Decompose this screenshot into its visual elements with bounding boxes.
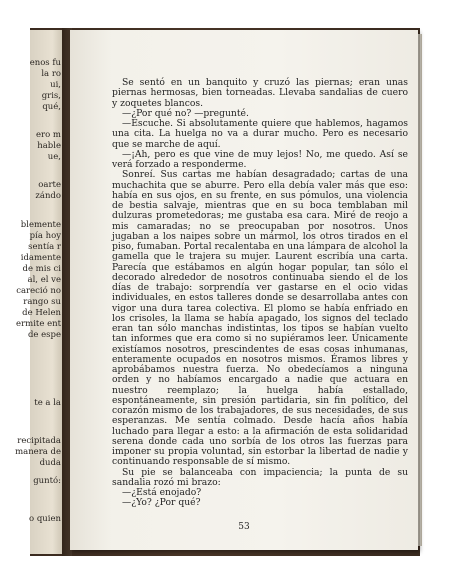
page-text xyxy=(112,78,408,509)
table-background xyxy=(15,28,420,556)
left-fragment: de mis ci xyxy=(22,264,61,274)
dialog-line: —¿Está enojado? xyxy=(122,487,202,498)
left-fragment: rango su xyxy=(23,297,61,307)
left-fragment: manera de xyxy=(15,447,61,457)
left-fragment: sentía r xyxy=(28,242,61,252)
paragraph: Se sentó en un banquito y cruzó las piernas; eran unas piernas hermosas, bien torneadas. Llevaba sandalias de cuero y zoquetes blancos. xyxy=(112,77,408,109)
left-fragment: zándo xyxy=(35,191,61,201)
paragraph: Su pie se balanceaba con impaciencia; la punta de su sandalia rozó mi brazo: xyxy=(112,466,408,488)
left-fragment: hable xyxy=(37,141,61,151)
left-fragment: ui, xyxy=(50,80,61,90)
left-fragment: ero m xyxy=(36,130,61,140)
left-fragment: o quien xyxy=(29,514,61,524)
left-page-edge xyxy=(15,30,62,554)
left-fragment: te a la xyxy=(34,398,61,408)
dialog-line: —Escuche. Si absolutamente quiere que hablemos, hagamos una cita. La huelga no va a durar mucho. Pero es necesario que se marche de aquí. xyxy=(112,118,408,150)
left-fragment: al, el ve xyxy=(27,275,61,285)
left-fragment: idamente xyxy=(20,253,61,263)
left-fragment: blemente xyxy=(20,220,61,230)
left-fragment: careció no xyxy=(16,286,61,296)
left-fragment: ermite ent xyxy=(16,319,61,329)
left-fragment: duda xyxy=(39,458,61,468)
left-fragment: la ro xyxy=(41,69,61,79)
left-fragment: recipitada xyxy=(17,436,61,446)
left-fragment: pía hoy xyxy=(29,231,61,241)
book-page xyxy=(70,30,418,550)
left-fragment: qué, xyxy=(42,102,61,112)
dialog-line: —¡Ah, pero es que vine de muy lejos! No, me quedo. Así se verá forzado a responderme. xyxy=(112,148,408,170)
left-fragment: de Helen xyxy=(22,308,61,318)
left-fragment: gris, xyxy=(41,91,61,101)
left-fragment: enos fu xyxy=(29,58,61,68)
dialog-line: —¿Yo? ¿Por qué? xyxy=(122,497,201,509)
left-fragment: oarte xyxy=(38,180,61,190)
left-fragment: guntó: xyxy=(33,476,61,486)
left-fragment: de espe xyxy=(27,330,61,340)
dialog-line: —¿Por qué no? —pregunté. xyxy=(122,107,249,119)
page-number: 53 xyxy=(238,522,250,532)
paragraph: Sonreí. Sus cartas me habían desagradado; cartas de una muchachita que se aburre. Pero ella debía valer más que eso: había en sus ojos, en su frente, en sus pómulos, una violencia de bestia salvaje, mientras que en su boca temblaban mil dulzuras prometedoras; me gustaba esa cara. Miré de reojo a mis camaradas; no se preocupaban por nosotros. Unos jugaban a los naipes sobre un mármol, los otros tirados en el piso, fumaban. Portal recalentaba en una lámpara de alcohol la gamella que le trajera su mujer. Laurent escribía una carta. Parecía que estábamos en algún hogar popular, tan sólo el decorado alrededor de nosotros continuaba siendo el de los días de trabajo: sorprendía ver gastarse en el ocio vidas individuales, en estos talleres donde se desarrollaba antes con vigor una dura tarea colectiva. El plomo se había enfriado en los crisoles, la llama se había apagado, los signos del teclado eran tan sólo manchas indistintas, los tipos se habían vuelto tan informes que era como si no supiéramos leer. Únicamente existíamos nosotros, prescindentes de esas cosas inhumanas, enteramente ocupados en nosotros mismos. Éramos libres y aprobábamos nuestra fuerza. No obedecíamos a ninguna orden y no habíamos encargado a nadie que actuara en nuestro reemplazo; la huelga había estallado, espontáneamente, sin presión partidaria, sin fin político, del corazón mismo de los trabajadores, de sus necesidades, de sus esperanzas. Me sentía colmado. Desde hacía años había luchado para llegar a esto: a la afirmación de esta solidaridad serena donde cada uno sorbía de los otros las fuerzas para imponer su propia voluntad, sin estorbar la libertad de nadie y continuando responsable de sí mismo. xyxy=(112,169,408,468)
left-fragment: ue, xyxy=(47,152,61,162)
